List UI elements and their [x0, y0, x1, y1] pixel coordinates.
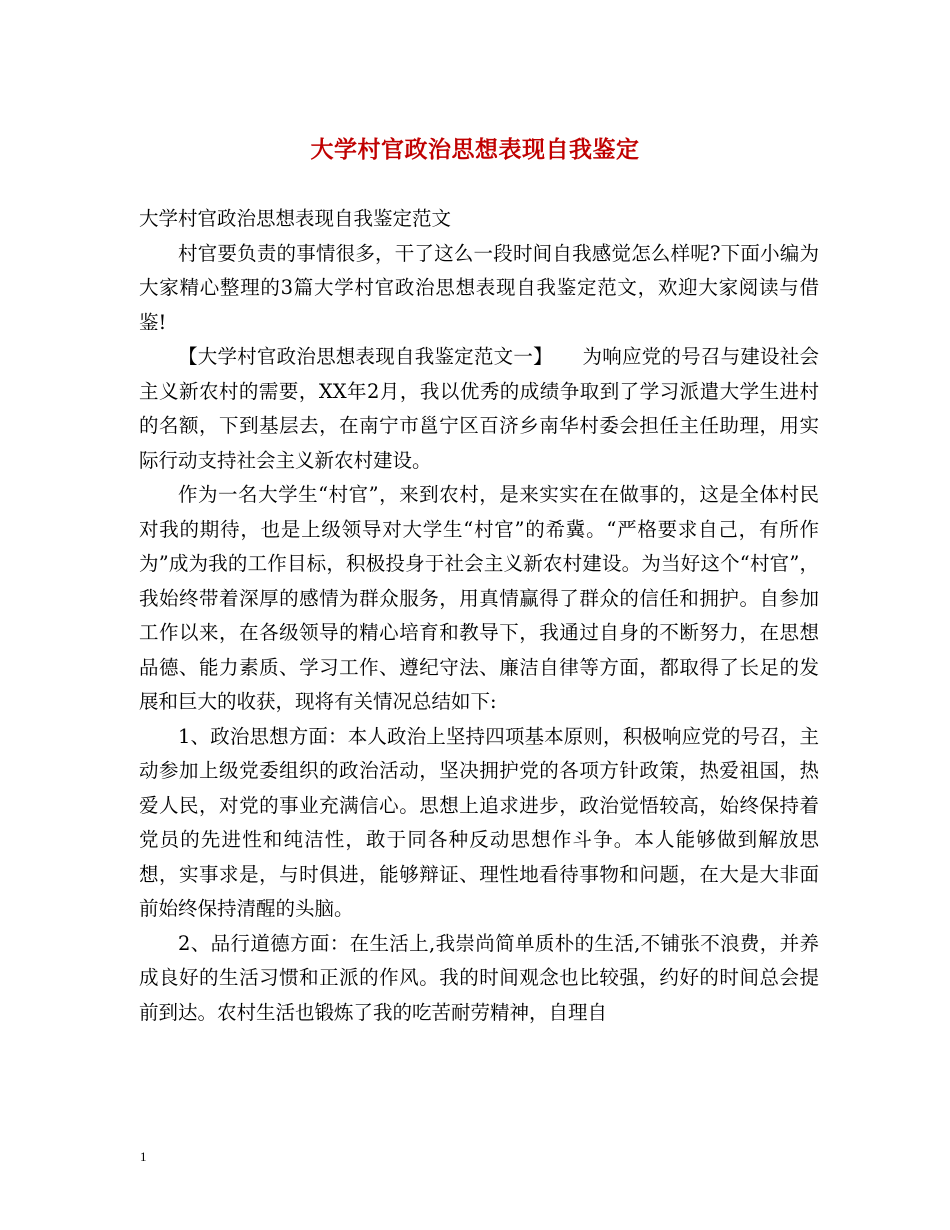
paragraph-essay-one-opening: 【大学村官政治思想表现自我鉴定范文一】 为响应党的号召与建设社会主义新农村的需要，XX年2月，我以优秀的成绩争取到了学习派遣大学生进村的名额，下到基层去，在南宁市邕宁区百济乡南华村委会担任主任助理，用实际行动支持社会主义新农村建设。 [139, 345, 819, 472]
document-subtitle: 大学村官政治思想表现自我鉴定范文 [139, 207, 452, 230]
document-title: 大学村官政治思想表现自我鉴定 [310, 136, 640, 163]
document-body [139, 202, 819, 1030]
paragraph-role-description: 作为一名大学生“村官”，来到农村，是来实实在在做事的，这是全体村民对我的期待，也是上级领导对大学生“村官”的希冀。“严格要求自己，有所作为”成为我的工作目标，积极投身于社会主义新农村建设。为当好这个“村官”，我始终带着深厚的感情为群众服务，用真情赢得了群众的信任和拥护。自参加工作以来，在各级领导的精心培育和教导下，我通过自身的不断努力，在思想品德、能力素质、学习工作、遵纪守法、廉洁自律等方面，都取得了长足的发展和巨大的收获，现将有关情况总结如下: [139, 483, 819, 713]
page-number: 1 [140, 1149, 147, 1164]
paragraph-intro: 村官要负责的事情很多，干了这么一段时间自我感觉怎么样呢?下面小编为大家精心整理的3篇大学村官政治思想表现自我鉴定范文，欢迎大家阅读与借鉴! [139, 241, 819, 334]
paragraph-political-thought: 1、政治思想方面：本人政治上坚持四项基本原则，积极响应党的号召，主动参加上级党委组织的政治活动，坚决拥护党的各项方针政策，热爱祖国，热爱人民，对党的事业充满信心。思想上追求进步，政治觉悟较高，始终保持着党员的先进性和纯洁性，敢于同各种反动思想作斗争。本人能够做到解放思想，实事求是，与时俱进，能够辩证、理性地看待事物和问题，在大是大非面前始终保持清醒的头脑。 [139, 724, 819, 920]
paragraph-moral-conduct: 2、品行道德方面：在生活上,我崇尚简单质朴的生活,不铺张不浪费，并养成良好的生活习惯和正派的作风。我的时间观念也比较强，约好的时间总会提前到达。农村生活也锻炼了我的吃苦耐劳精神，自理自 [139, 931, 819, 1024]
